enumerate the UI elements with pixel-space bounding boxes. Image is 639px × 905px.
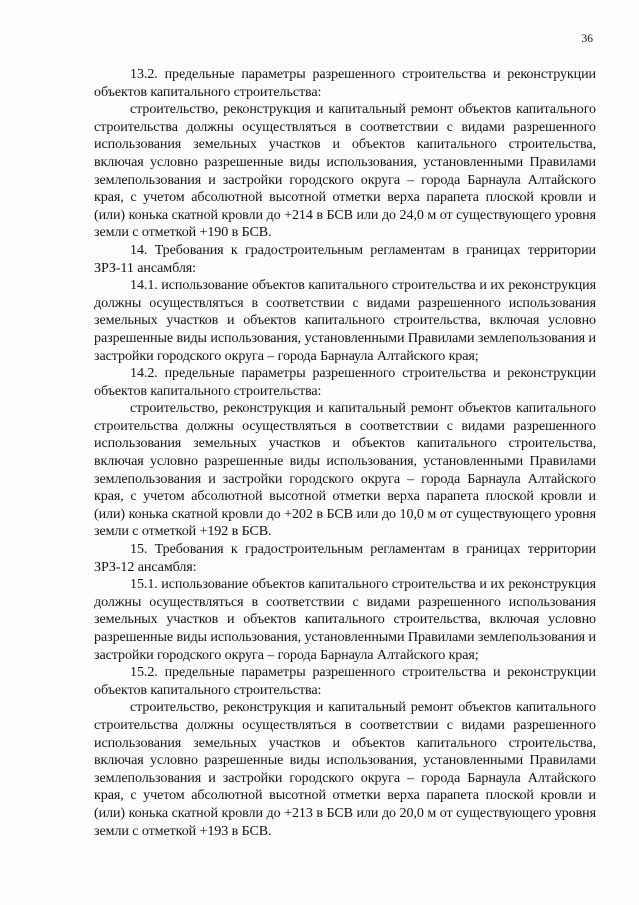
paragraph-14-2-text: строительство, реконструкция и капитальный ремонт объектов капитального строительства должны осуществляться в соответствии с видами разрешенного использования земельных участков и объектов капитального строительства, включая условно разрешенные виды использования, установленными Правилами землепользования и застройки городского округа – города Барнаула Алтайского края, с учетом абсолютной высотной отметки верха парапета плоской кровли и (или) конька скатной кровли до +202 в БСВ или до 10,0 м от существующего уровня земли с отметкой +192 в БСВ. [94, 400, 596, 540]
paragraph-13-2-heading: 13.2. предельные параметры разрешенного строительства и реконструкции объектов капитального строительства: [94, 66, 596, 100]
paragraph-15-2-heading: 15.2. предельные параметры разрешенного строительства и реконструкции объектов капитального строительства: [94, 664, 596, 698]
paragraph-15-1: 15.1. использование объектов капитального строительства и их реконструкция должны осуществляться в соответствии с видами разрешенного использования земельных участков и объектов капитального строительства, включая условно разрешенные виды использования, установленными Правилами землепользования и застройки городского округа – города Барнаула Алтайского края; [94, 576, 596, 663]
paragraph-14-heading: 14. Требования к градостроительным регламентам в границах территории ЗРЗ-11 ансамбля: [94, 241, 596, 276]
paragraph-15-heading: 15. Требования к градостроительным регламентам в границах территории ЗРЗ-12 ансамбля: [94, 541, 596, 575]
paragraph-15-2-text: строительство, реконструкция и капитальный ремонт объектов капитального строительства должны осуществляться в соответствии с видами разрешенного использования земельных участков и объектов капитального строительства, включая условно разрешенные виды использования, установленными Правилами землепользования и застройки городского округа – города Барнаула Алтайского края, с учетом абсолютной высотной отметки верха парапета плоской кровли и (или) конька скатной кровли до +213 в БСВ или до 20,0 м от существующего уровня земли с отметкой +193 в БСВ. [94, 699, 596, 839]
paragraph-14-2-heading: 14.2. предельные параметры разрешенного строительства и реконструкции объектов капитального строительства: [94, 365, 596, 399]
document-body [94, 66, 596, 840]
page-number: 36 [581, 33, 593, 45]
paragraph-13-2-text: строительство, реконструкция и капитальный ремонт объектов капитального строительства должны осуществляться в соответствии с видами разрешенного использования земельных участков и объектов капитального строительства, включая условно разрешенные виды использования, установленными Правилами землепользования и застройки городского округа – города Барнаула Алтайского края, с учетом абсолютной высотной отметки верха парапета плоской кровли и (или) конька скатной кровли до +214 в БСВ или до 24,0 м от существующего уровня земли с отметкой +190 в БСВ. [94, 101, 596, 241]
paragraph-14-1: 14.1. использование объектов капитального строительства и их реконструкция должны осуществляться в соответствии с видами разрешенного использования земельных участков и объектов капитального строительства, включая условно разрешенные виды использования, установленными Правилами землепользования и застройки городского округа – города Барнаула Алтайского края; [94, 277, 596, 364]
